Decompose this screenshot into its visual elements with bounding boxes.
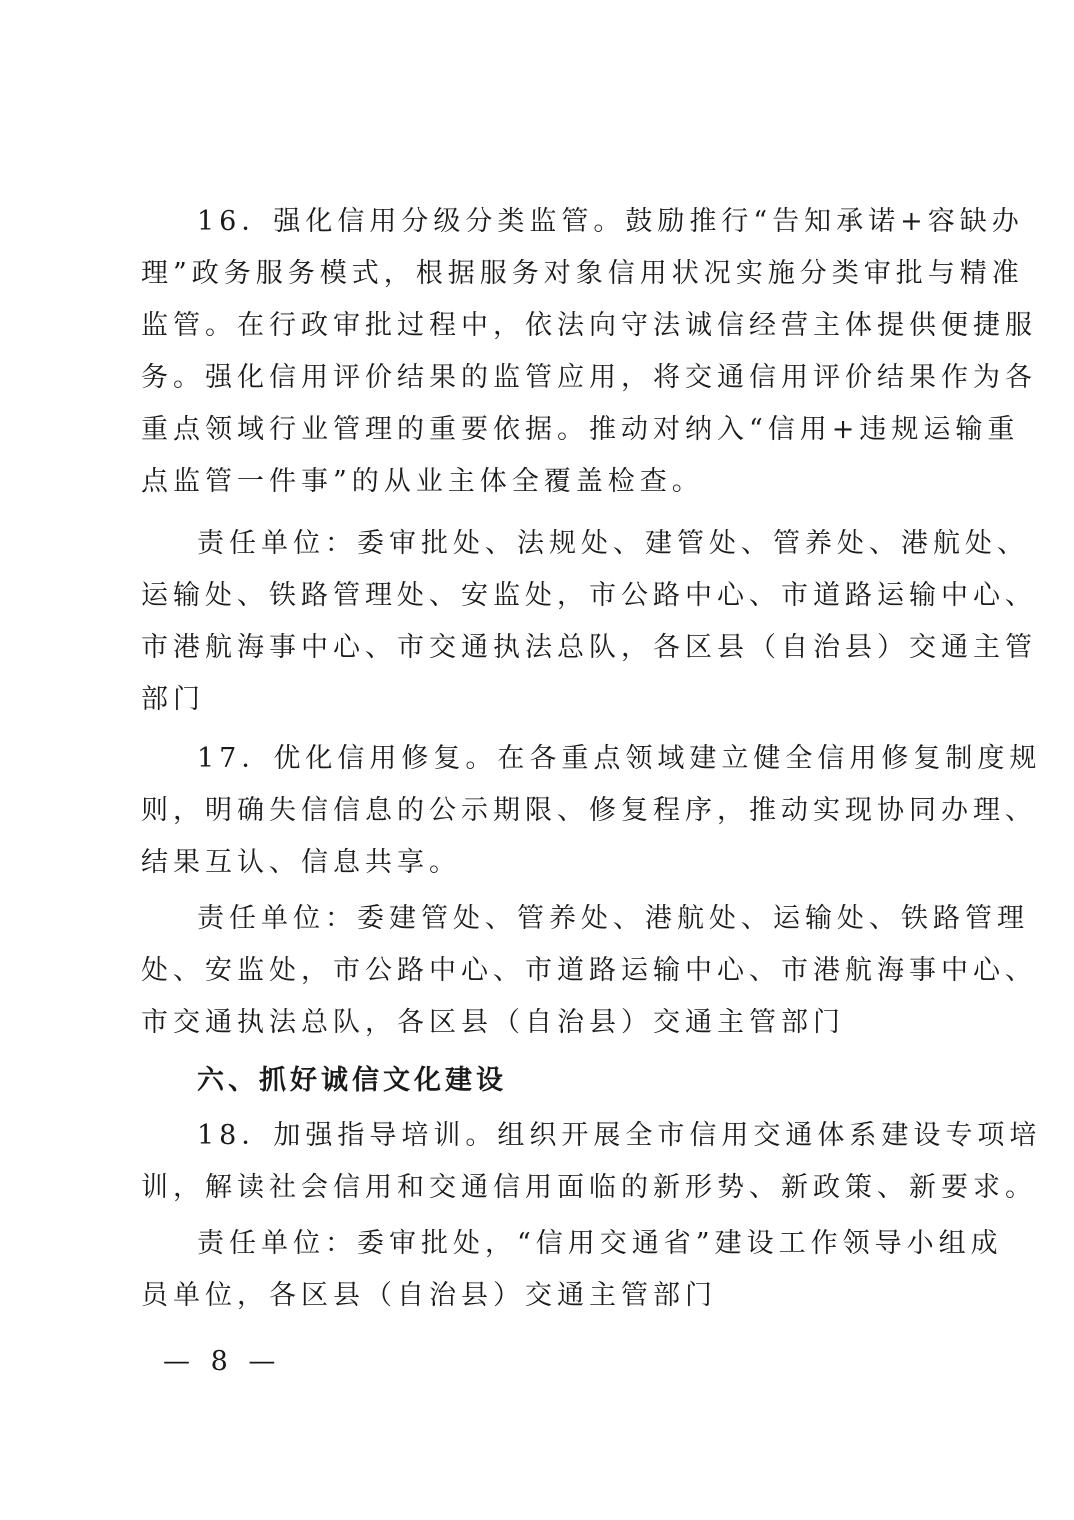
item-17-responsibility-line-1: 责任单位：委建管处、管养处、港航处、运输处、铁路管理 — [197, 903, 1029, 934]
item-17-line-3: 结果互认、信息共享。 — [141, 847, 461, 878]
item-16-responsibility-line-1: 责任单位：委审批处、法规处、建管处、管养处、港航处、 — [197, 528, 1029, 559]
item-18-responsibility-line-1: 责任单位：委审批处，“信用交通省”建设工作领导小组成 — [197, 1228, 1003, 1259]
item-16-responsibility-line-2: 运输处、铁路管理处、安监处，市公路中心、市道路运输中心、 — [141, 580, 1037, 611]
item-16-line-2: 理”政务服务模式，根据服务对象信用状况实施分类审批与精准 — [141, 258, 1024, 289]
item-17-line-1: 17．优化信用修复。在各重点领域建立健全信用修复制度规 — [197, 743, 1042, 774]
item-16-responsibility-line-3: 市港航海事中心、市交通执法总队，各区县（自治县）交通主管 — [141, 632, 1037, 663]
item-17-line-2: 则，明确失信信息的公示期限、修复程序，推动实现协同办理、 — [141, 795, 1037, 826]
item-17-responsibility-line-2: 处、安监处，市公路中心、市道路运输中心、市港航海事中心、 — [141, 955, 1037, 986]
item-17-responsibility-line-3: 市交通执法总队，各区县（自治县）交通主管部门 — [141, 1007, 845, 1038]
item-16-line-4: 务。强化信用评价结果的监管应用，将交通信用评价结果作为各 — [141, 362, 1037, 393]
item-16-line-5: 重点领域行业管理的重要依据。推动对纳入“信用+违规运输重 — [141, 414, 1020, 445]
page-number: — 8 — — [163, 1346, 282, 1377]
item-18-line-1: 18．加强指导培训。组织开展全市信用交通体系建设专项培 — [197, 1120, 1042, 1151]
item-16-line-3: 监管。在行政审批过程中，依法向守法诚信经营主体提供便捷服 — [141, 310, 1037, 341]
item-16-line-6: 点监管一件事”的从业主体全覆盖检查。 — [141, 466, 704, 497]
item-16-line-1: 16．强化信用分级分类监管。鼓励推行“告知承诺+容缺办 — [197, 206, 1024, 237]
item-16-responsibility-line-4: 部门 — [141, 684, 205, 715]
section-6-heading: 六、抓好诚信文化建设 — [197, 1065, 507, 1096]
item-18-responsibility-line-2: 员单位，各区县（自治县）交通主管部门 — [141, 1280, 717, 1311]
item-18-line-2: 训，解读社会信用和交通信用面临的新形势、新政策、新要求。 — [141, 1172, 1037, 1203]
